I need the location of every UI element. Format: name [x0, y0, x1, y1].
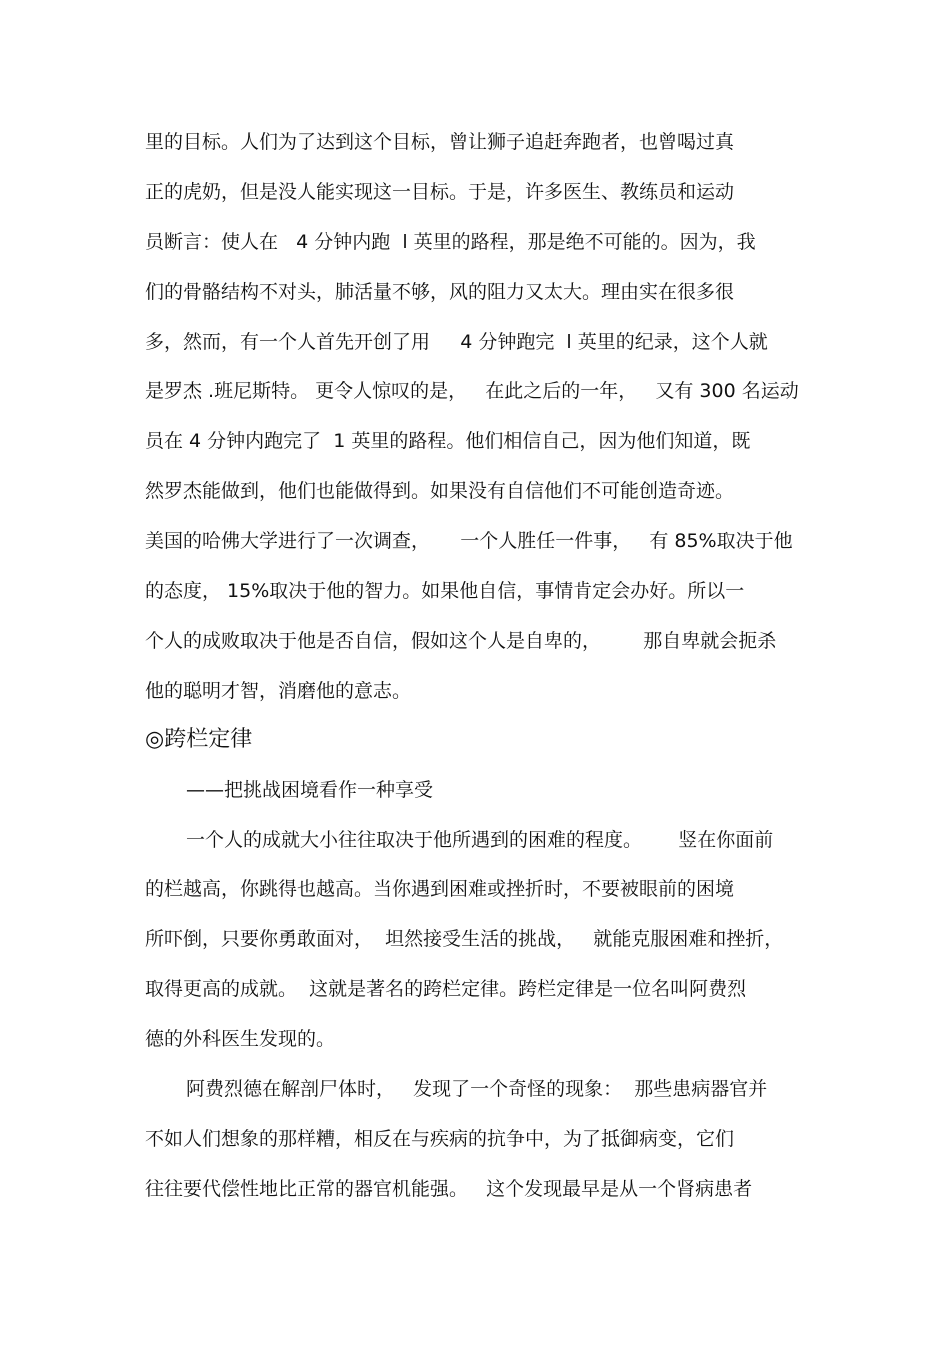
section-heading: ◎跨栏定律 [145, 727, 253, 752]
text-line: 是罗杰 .班尼斯特。 更令人惊叹的是， 在此之后的一年， 又有 300 名运动 [145, 380, 799, 402]
text-line: 们的骨骼结构不对头，肺活量不够，风的阻力又太大。理由实在很多很 [145, 281, 735, 303]
text-line: 多，然而，有一个人首先开创了用 4 分钟跑完 l 英里的纪录，这个人就 [145, 331, 768, 353]
text-line: 正的虎奶，但是没人能实现这一目标。于是，许多医生、教练员和运动 [145, 181, 735, 203]
text-line: 的栏越高，你跳得也越高。当你遇到困难或挫折时，不要被眼前的困境 [145, 878, 735, 900]
text-line: 取得更高的成就。 这就是著名的跨栏定律。跨栏定律是一位名叫阿费烈 [145, 978, 747, 1000]
text-line: 往往要代偿性地比正常的器官机能强。 这个发现最早是从一个肾病患者 [145, 1178, 753, 1200]
text-line: 美国的哈佛大学进行了一次调查， 一个人胜任一件事， 有 85%取决于他 [145, 530, 793, 552]
text-line: 里的目标。人们为了达到这个目标，曾让狮子追赶奔跑者，也曾喝过真 [145, 131, 735, 153]
text-line: 所吓倒，只要你勇敢面对， 坦然接受生活的挑战， 就能克服困难和挫折， [145, 928, 784, 950]
text-line: 阿费烈德在解剖尸体时， 发现了一个奇怪的现象： 那些患病器官并 [186, 1078, 768, 1100]
section-subtitle: ——把挑战困境看作一种享受 [186, 779, 434, 801]
text-line: 然罗杰能做到，他们也能做得到。如果没有自信他们不可能创造奇迹。 [145, 480, 735, 502]
text-line: 员在 4 分钟内跑完了 1 英里的路程。他们相信自己，因为他们知道，既 [145, 430, 751, 452]
text-line: 德的外科医生发现的。 [145, 1028, 336, 1050]
text-line: 他的聪明才智，消磨他的意志。 [145, 680, 412, 702]
text-line: 员断言：使人在 4 分钟内跑 l 英里的路程，那是绝不可能的。因为，我 [145, 231, 756, 253]
text-line: 不如人们想象的那样糟，相反在与疾病的抗争中，为了抵御病变，它们 [145, 1128, 735, 1150]
text-line: 的态度， 15%取决于他的智力。如果他自信，事情肯定会办好。所以一 [145, 580, 745, 602]
text-line: 一个人的成就大小往往取决于他所遇到的困难的程度。 竖在你面前 [186, 829, 774, 851]
text-line: 个人的成败取决于他是否自信，假如这个人是自卑的， 那自卑就会扼杀 [145, 630, 777, 652]
